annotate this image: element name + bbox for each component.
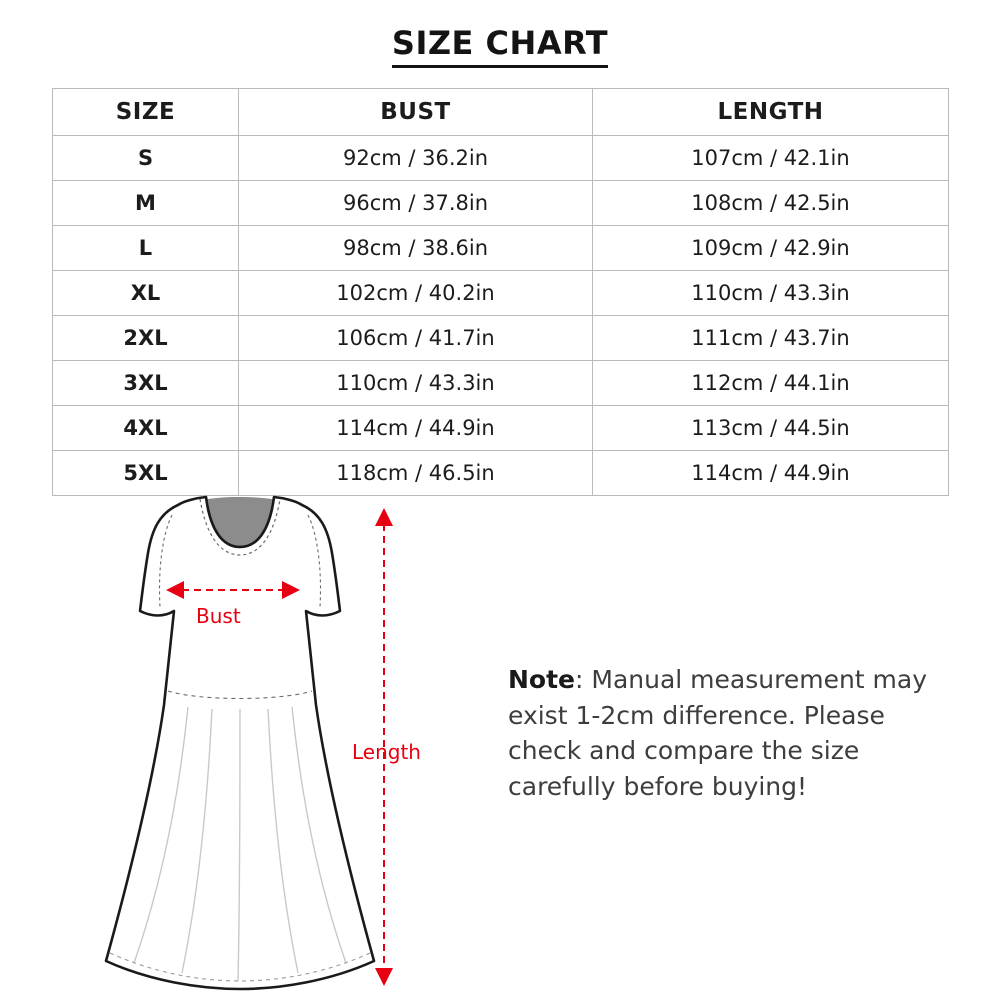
cell-bust: 106cm / 41.7in — [239, 316, 593, 361]
page-title — [0, 24, 1000, 62]
table-row — [53, 316, 949, 361]
note-prefix: Note — [508, 665, 576, 694]
note-body: : Manual measurement may exist 1-2cm difference. Please check and compare the size carefully before buying! — [508, 665, 928, 801]
column-header-bust: BUST — [239, 89, 593, 136]
cell-length: 114cm / 44.9in — [593, 451, 949, 496]
cell-length: 111cm / 43.7in — [593, 316, 949, 361]
table-header-row — [53, 89, 949, 136]
cell-size: M — [53, 181, 239, 226]
table-row — [53, 271, 949, 316]
page-title-text: SIZE CHART — [392, 24, 608, 68]
column-header-length: LENGTH — [593, 89, 949, 136]
table-row — [53, 226, 949, 271]
cell-length: 108cm / 42.5in — [593, 181, 949, 226]
cell-length: 110cm / 43.3in — [593, 271, 949, 316]
cell-bust: 110cm / 43.3in — [239, 361, 593, 406]
table-row — [53, 451, 949, 496]
cell-size: 3XL — [53, 361, 239, 406]
cell-length: 109cm / 42.9in — [593, 226, 949, 271]
cell-size: 5XL — [53, 451, 239, 496]
cell-size: 2XL — [53, 316, 239, 361]
table-row — [53, 361, 949, 406]
note-text — [508, 662, 958, 804]
cell-size: L — [53, 226, 239, 271]
cell-bust: 114cm / 44.9in — [239, 406, 593, 451]
cell-length: 113cm / 44.5in — [593, 406, 949, 451]
cell-bust: 102cm / 40.2in — [239, 271, 593, 316]
cell-size: XL — [53, 271, 239, 316]
table-row — [53, 181, 949, 226]
cell-bust: 92cm / 36.2in — [239, 136, 593, 181]
cell-size: 4XL — [53, 406, 239, 451]
cell-length: 107cm / 42.1in — [593, 136, 949, 181]
cell-length: 112cm / 44.1in — [593, 361, 949, 406]
column-header-size: SIZE — [53, 89, 239, 136]
table-row — [53, 406, 949, 451]
cell-size: S — [53, 136, 239, 181]
table-row — [53, 136, 949, 181]
cell-bust: 96cm / 37.8in — [239, 181, 593, 226]
cell-bust: 118cm / 46.5in — [239, 451, 593, 496]
size-chart-table — [52, 88, 949, 496]
length-label: Length — [352, 740, 421, 764]
bust-label: Bust — [196, 604, 241, 628]
cell-bust: 98cm / 38.6in — [239, 226, 593, 271]
